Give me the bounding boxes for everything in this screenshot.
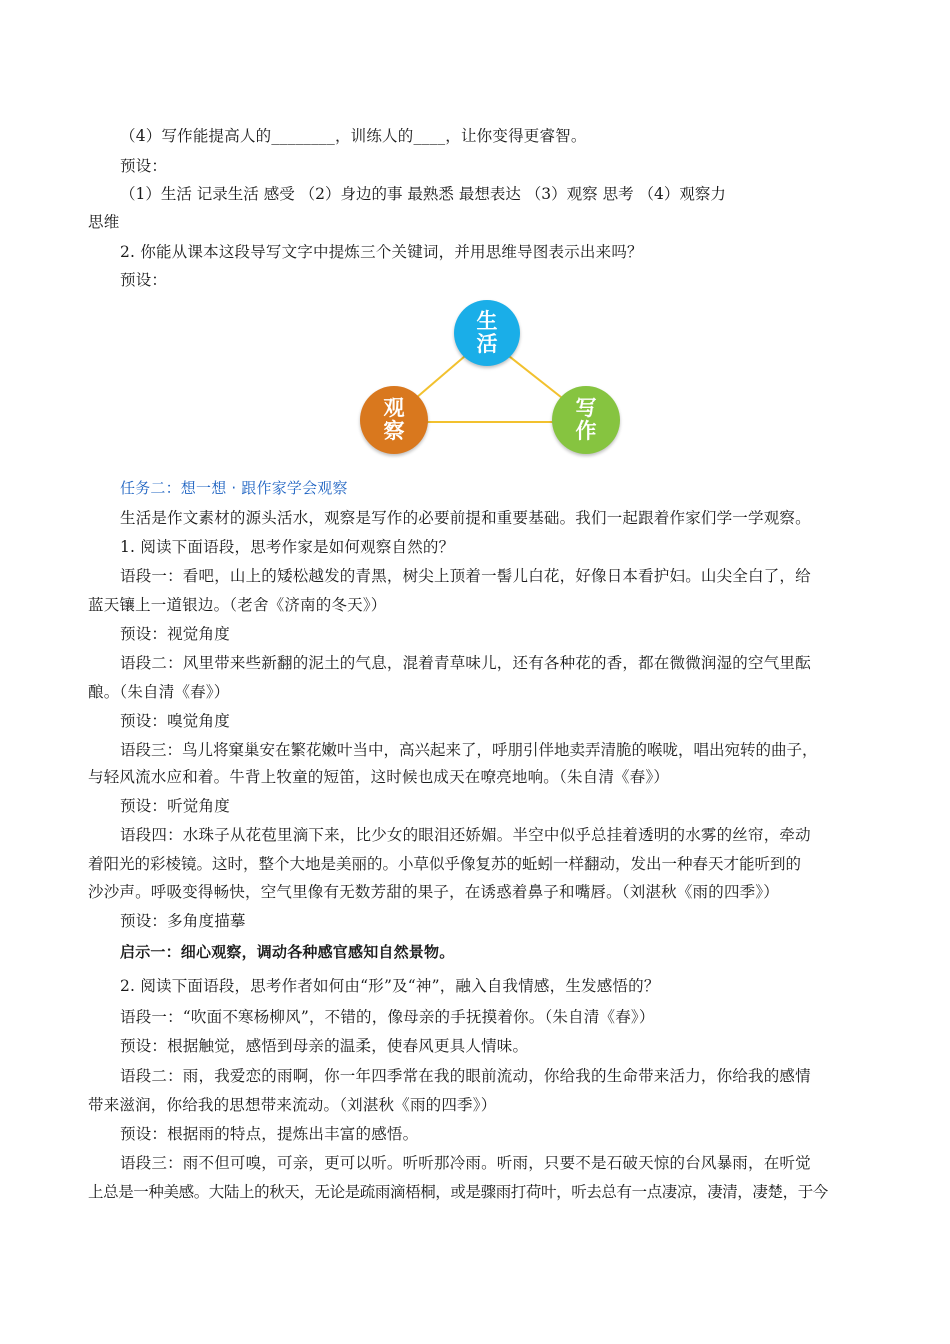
preset-multi: 预设：多角度描摹: [120, 912, 246, 930]
node-life-char2: 活: [476, 332, 498, 356]
question-4: （4）写作能提高人的________，训练人的____，让你变得更睿智。: [120, 127, 587, 145]
excerpt-b1: 语段一：“吹面不寒杨柳风”，不错的，像母亲的手抚摸着你。（朱自清《春》）: [120, 1008, 655, 1026]
answer-line-cont: 思维: [88, 213, 120, 231]
node-observe: [360, 386, 428, 454]
excerpt-4-line2: 着阳光的彩棱镜。这时，整个大地是美丽的。小草似乎像复苏的蚯蚓一样翻动，发出一种春天才能听到的: [88, 855, 802, 873]
excerpt-1-line1: 语段一：看吧，山上的矮松越发的青黑，树尖上顶着一髻儿白花，好像日本看护妇。山尖全白了，给: [120, 567, 811, 585]
answer-line: （1）生活 记录生活 感受 （2）身边的事 最熟悉 最想表达 （3）观察 思考 （4）观察力: [120, 185, 726, 203]
excerpt-3-line2: 与轻风流水应和着。牛背上牧童的短笛，这时候也成天在嘹亮地响。（朱自清《春》）: [88, 768, 670, 786]
preset-label: 预设：: [120, 271, 168, 289]
excerpt-b2-line2: 带来滋润，你给我的思想带来流动。（刘湛秋《雨的四季》）: [88, 1096, 497, 1114]
node-observe-char2: 察: [383, 419, 405, 443]
excerpt-b3-line2: 上总是一种美感。大陆上的秋天，无论是疏雨滴梧桐，或是骤雨打荷叶，听去总有一点凄凉，凄清，凄楚，于今: [88, 1183, 828, 1201]
intro-paragraph: 生活是作文素材的源头活水，观察是写作的必要前提和重要基础。我们一起跟着作家们学一学观察。: [120, 509, 811, 527]
preset-hearing: 预设：听觉角度: [120, 797, 230, 815]
excerpt-4-line3: 沙沙声。呼吸变得畅快，空气里像有无数芳甜的果子，在诱惑着鼻子和嘴唇。（刘湛秋《雨的四季》）: [88, 883, 780, 901]
preset-visual: 预设：视觉角度: [120, 625, 230, 643]
mind-map-diagram: [350, 298, 630, 458]
node-observe-char1: 观: [383, 396, 405, 420]
excerpt-4-line1: 语段四：水珠子从花苞里滴下来，比少女的眼泪还娇媚。半空中似乎总挂着透明的水雾的丝帘，牵动: [120, 826, 811, 844]
excerpt-b3-line1: 语段三：雨不但可嗅，可亲，更可以听。听听那冷雨。听雨，只要不是石破天惊的台风暴雨，在听觉: [120, 1154, 811, 1172]
preset-touch: 预设：根据触觉，感悟到母亲的温柔，使春风更具人情味。: [120, 1037, 529, 1055]
excerpt-3-line1: 语段三：鸟儿将窠巢安在繁花嫩叶当中，高兴起来了，呼朋引伴地卖弄清脆的喉咙，唱出宛转的曲子，: [120, 741, 818, 759]
excerpt-1-line2: 蓝天镶上一道银边。（老舍《济南的冬天》）: [88, 596, 387, 614]
node-write-char1: 写: [575, 396, 597, 420]
node-life: [454, 300, 520, 366]
node-life-char1: 生: [476, 309, 498, 333]
question-2: 2. 你能从课本这段导写文字中提炼三个关键词，并用思维导图表示出来吗？: [120, 243, 643, 261]
question-2b: 2. 阅读下面语段，思考作者如何由“形”及“神”，融入自我情感，生发感悟的？: [120, 977, 660, 995]
task-2-heading: 任务二：想一想 · 跟作家学会观察: [120, 479, 348, 497]
node-write-char2: 作: [575, 419, 597, 443]
excerpt-b2-line1: 语段二：雨，我爱恋的雨啊，你一年四季常在我的眼前流动，你给我的生命带来活力，你给我的感情: [120, 1067, 811, 1085]
preset-rain: 预设：根据雨的特点，提炼出丰富的感悟。: [120, 1125, 419, 1143]
excerpt-2-line1: 语段二：风里带来些新翻的泥土的气息，混着青草味儿，还有各种花的香，都在微微润湿的空气里酝: [120, 654, 811, 672]
question-1: 1. 阅读下面语段，思考作家是如何观察自然的？: [120, 538, 455, 556]
preset-smell: 预设：嗅觉角度: [120, 712, 230, 730]
node-write: [552, 386, 620, 454]
insight-1: 启示一：细心观察，调动各种感官感知自然景物。: [120, 943, 455, 961]
excerpt-2-line2: 酿。（朱自清《春》）: [88, 683, 230, 701]
preset-label: 预设：: [120, 157, 168, 175]
